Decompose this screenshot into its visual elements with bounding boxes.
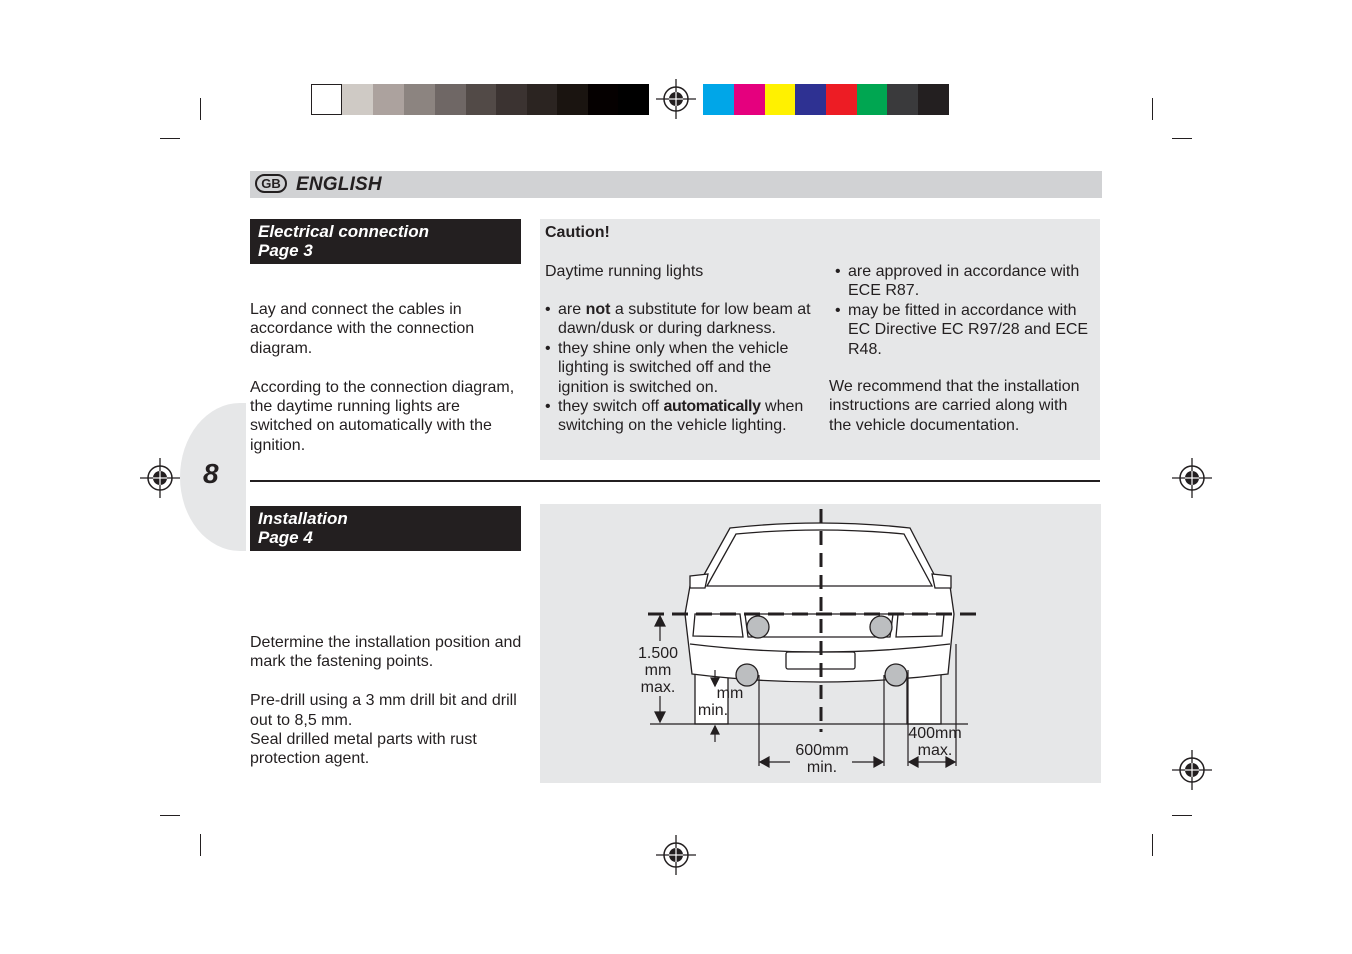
crop-mark [1152, 834, 1153, 856]
color-swatch [857, 84, 887, 115]
paragraph: According to the connection diagram, the daytime running lights are switched on automatically with the ignition. [250, 378, 515, 454]
registration-target-icon [656, 835, 696, 875]
language-label: ENGLISH [296, 174, 382, 195]
gray-swatch [557, 84, 588, 115]
caution-box [540, 219, 1100, 460]
list-item: • are approved in accordance with ECE R87. [835, 262, 1097, 301]
gray-swatch [342, 84, 373, 115]
registration-target-icon [1172, 458, 1212, 498]
crop-mark [1172, 815, 1192, 816]
registration-target-icon [140, 458, 180, 498]
gray-swatch [496, 84, 527, 115]
section-heading-installation [250, 506, 521, 551]
gray-swatch [435, 84, 466, 115]
color-swatch [887, 84, 918, 115]
installation-text [250, 633, 525, 769]
color-swatch [703, 84, 734, 115]
installation-diagram [540, 504, 1101, 783]
color-swatch [734, 84, 765, 115]
crop-mark [1172, 138, 1192, 139]
section-heading-line: Page 3 [258, 241, 313, 260]
caution-intro: Daytime running lights [545, 263, 704, 280]
gray-swatch [588, 84, 618, 115]
paragraph: Seal drilled metal parts with rust protection agent. [250, 731, 477, 768]
gray-swatch [527, 84, 557, 115]
list-item: • may be fitted in accordance with EC Directive EC R97/28 and ECE R48. [835, 301, 1097, 359]
section-heading-line: Installation [258, 509, 348, 528]
section-heading-line: Page 4 [258, 528, 313, 547]
country-badge: GB [255, 174, 287, 193]
color-swatch [765, 84, 795, 115]
color-swatch [795, 84, 826, 115]
caution-list-right [835, 262, 1097, 359]
registration-target-icon [656, 79, 696, 119]
gray-swatch [466, 84, 496, 115]
section-heading-line: Electrical connection [258, 222, 429, 241]
lamp-spacing-label: 600mm min. [795, 742, 849, 776]
crop-mark [1152, 98, 1153, 120]
language-header [250, 171, 1102, 198]
crop-mark [200, 834, 201, 856]
electrical-text [250, 300, 525, 475]
caution-list-left [545, 300, 815, 436]
height-min-label: mm min. [697, 685, 744, 719]
paragraph: Pre-drill using a 3 mm drill bit and drill out to 8,5 mm. [250, 692, 517, 729]
section-heading-electrical [250, 219, 521, 264]
list-item: • they switch off automatically when switching on the vehicle lighting. [545, 397, 815, 436]
section-divider [250, 480, 1100, 482]
height-max-label: 1.500 mm max. [637, 645, 679, 696]
paragraph: Lay and connect the cables in accordance with the connection diagram. [250, 301, 475, 357]
crop-mark [160, 138, 180, 139]
list-item: • they shine only when the vehicle lighting is switched off and the ignition is switched on. [545, 339, 815, 397]
paragraph: Determine the installation position and mark the fastening points. [250, 634, 522, 671]
registration-target-icon [1172, 750, 1212, 790]
crop-mark [160, 815, 180, 816]
gray-swatch [404, 84, 435, 115]
gray-swatch [311, 84, 342, 115]
page-number: 8 [203, 458, 219, 489]
caution-title: Caution! [545, 224, 610, 241]
color-swatch [826, 84, 857, 115]
crop-mark [200, 98, 201, 120]
edge-distance-label: 400mm max. [908, 725, 962, 759]
gray-swatch [373, 84, 404, 115]
gray-swatch [618, 84, 649, 115]
caution-recommendation: We recommend that the installation instructions are carried along with the vehicle documentation. [829, 378, 1080, 434]
list-item: • are not a substitute for low beam at dawn/dusk or during darkness. [545, 300, 815, 339]
color-swatch [918, 84, 949, 115]
